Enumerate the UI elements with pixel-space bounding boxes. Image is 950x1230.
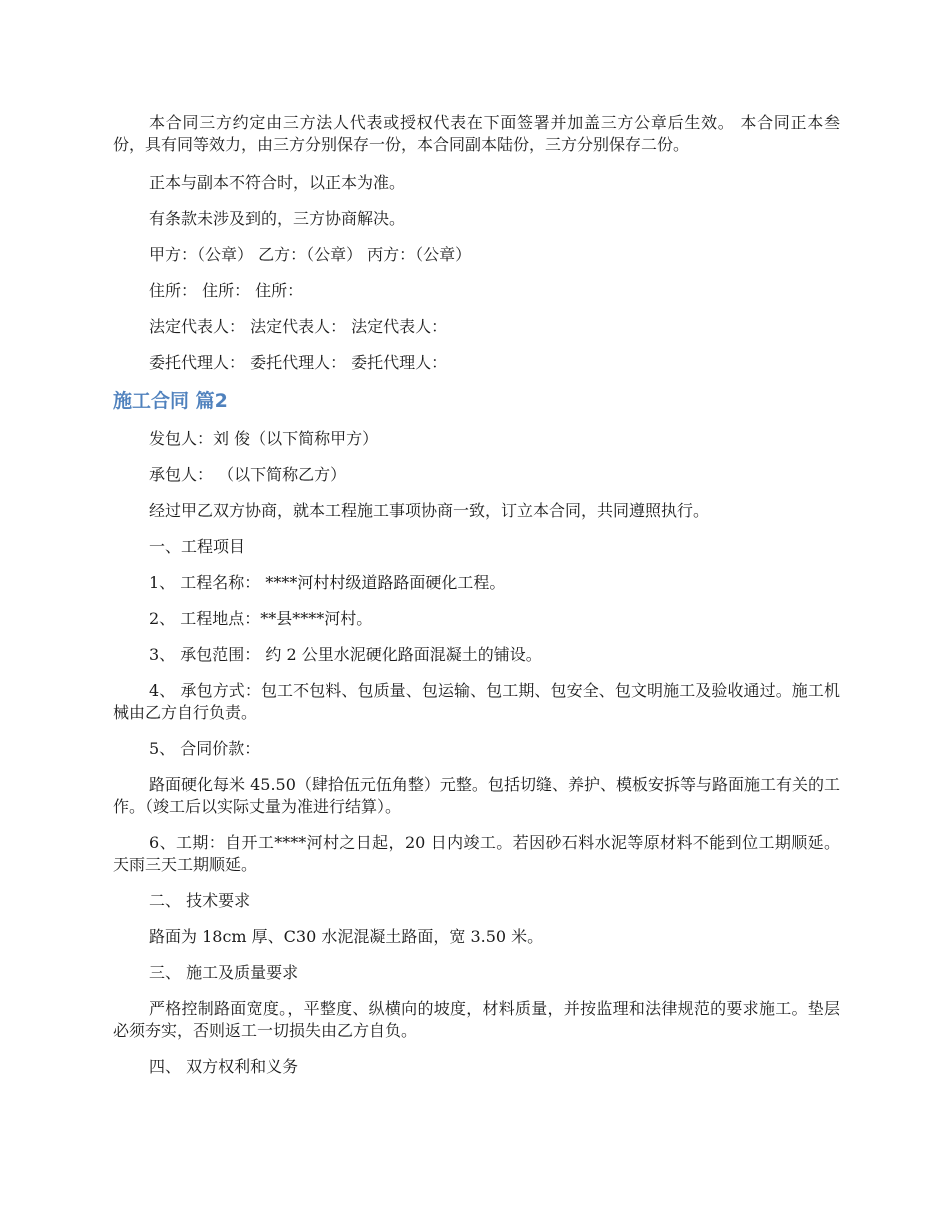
item-project-name: 1、 工程名称： ****河村村级道路路面硬化工程。 [149,573,506,592]
document-page [113,112,840,1092]
paragraph-legal-representatives: 法定代表人： 法定代表人： 法定代表人： [149,317,448,336]
subheading-quality: 三、 施工及质量要求 [149,963,299,982]
paragraph-negotiation: 有条款未涉及到的，三方协商解决。 [149,209,406,228]
paragraph-original-precedence: 正本与副本不符合时，以正本为准。 [149,173,406,192]
paragraph-agreement-intro: 经过甲乙双方协商，就本工程施工事项协商一致，订立本合同，共同遵照执行。 [149,501,710,520]
item-contract-price: 5、 合同价款： [149,739,261,758]
subheading-project: 一、工程项目 [149,537,246,556]
paragraph-technical-spec: 路面为 18cm 厚、C30 水泥混凝土路面，宽 3.50 米。 [149,927,544,946]
item-contract-method: 4、 承包方式：包工不包料、包质量、包运输、包工期、包安全、包文明施工及验收通过。施工机械由乙方自行负责。 [113,681,840,722]
item-project-location: 2、 工程地点：**县****河村。 [149,609,373,628]
section-heading: 施工合同 篇2 [113,390,228,412]
paragraph-price-detail: 路面硬化每米 45.50（肆拾伍元伍角整）元整。包括切缝、养护、模板安拆等与路面施工有关的工作。（竣工后以实际丈量为准进行结算）。 [113,775,840,816]
paragraph-addresses: 住所： 住所： 住所： [149,281,304,300]
paragraph-party-seals: 甲方：（公章） 乙方：（公章） 丙方：（公章） [149,245,472,264]
subheading-rights-obligations: 四、 双方权利和义务 [149,1057,299,1076]
paragraph-quality-requirements: 严格控制路面宽度。，平整度、纵横向的坡度，材料质量，并按监理和法律规范的要求施工。垫层必须夯实，否则返工一切损失由乙方自负。 [113,999,840,1040]
subheading-technical: 二、 技术要求 [149,891,251,910]
item-schedule: 6、工期：自开工****河村之日起，20 日内竣工。若因砂石料水泥等原材料不能到位工期顺延。天雨三天工期顺延。 [113,833,840,874]
paragraph-effectivity: 本合同三方约定由三方法人代表或授权代表在下面签署并加盖三方公章后生效。 本合同正本叁份，具有同等效力，由三方分别保存一份，本合同副本陆份，三方分别保存二份。 [113,113,840,154]
item-contract-scope: 3、 承包范围： 约 2 公里水泥硬化路面混凝土的铺设。 [149,645,542,664]
paragraph-contractor: 承包人： （以下简称乙方） [149,465,347,484]
paragraph-authorized-agents: 委托代理人： 委托代理人： 委托代理人： [149,353,448,372]
paragraph-employer: 发包人：刘 俊（以下简称甲方） [149,429,379,448]
